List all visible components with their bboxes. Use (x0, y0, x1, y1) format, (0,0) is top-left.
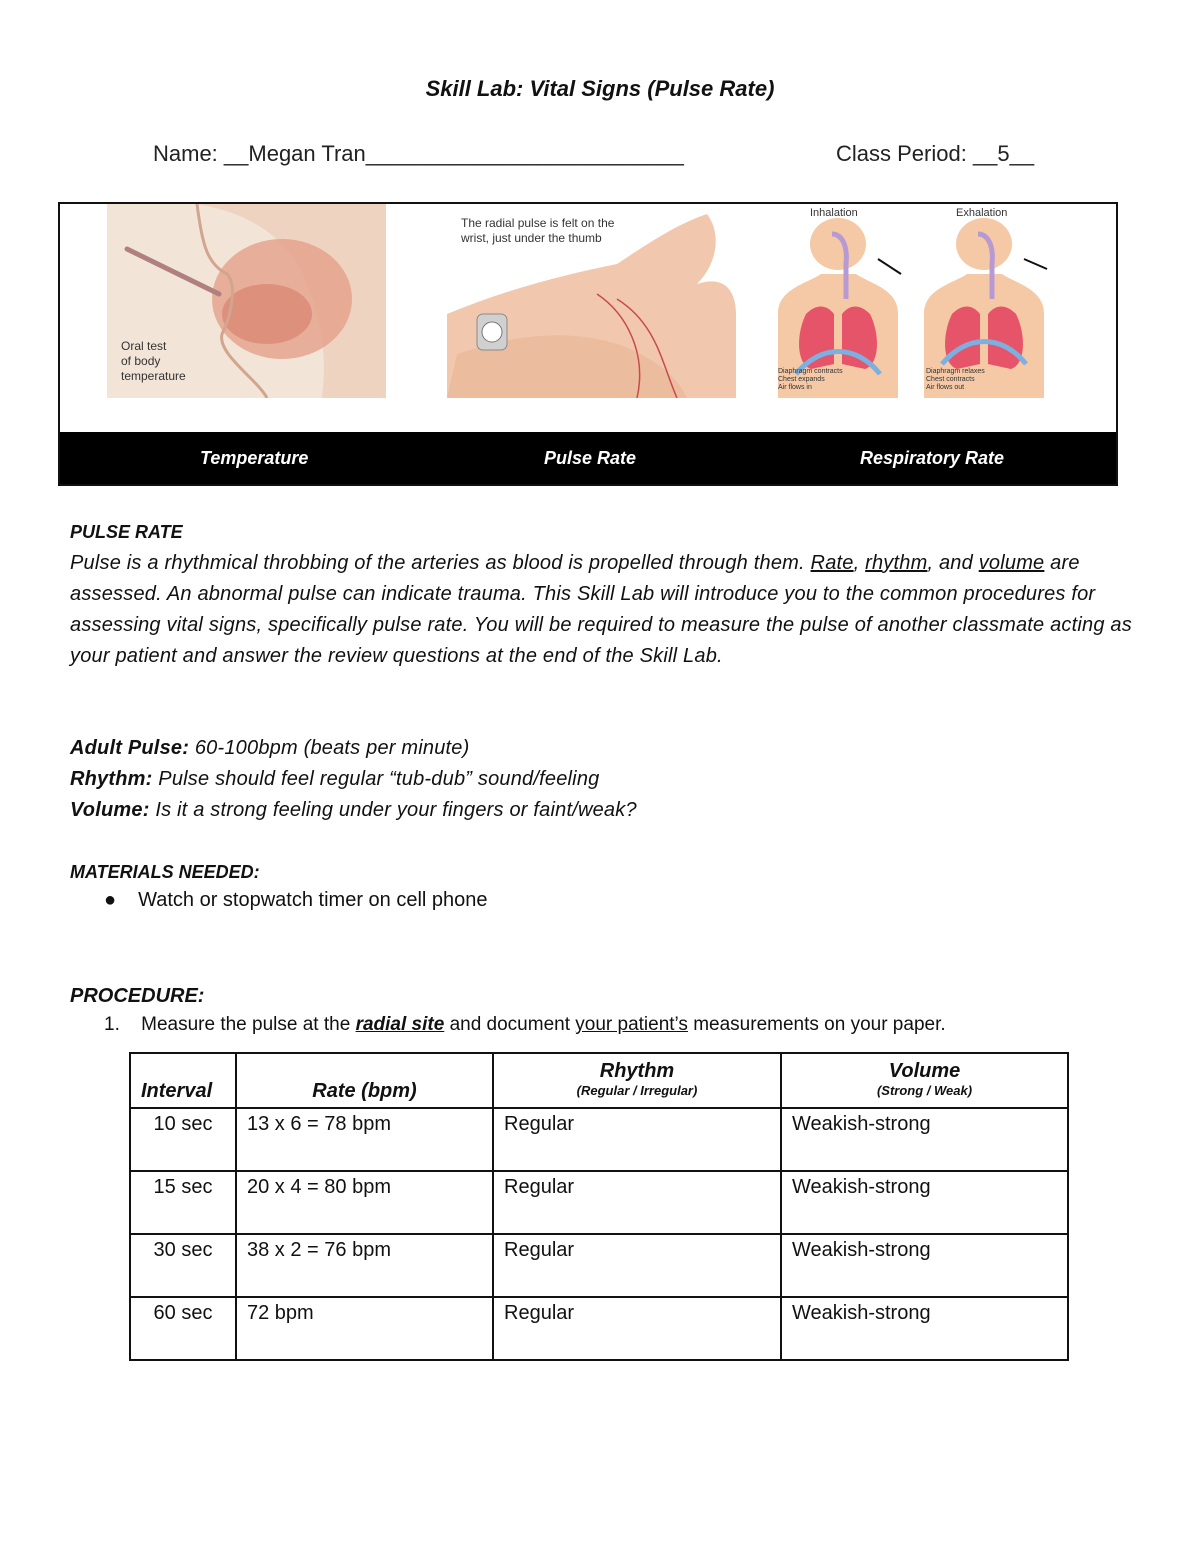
step-number: 1. (104, 1014, 120, 1035)
cell-interval: 60 sec (130, 1297, 236, 1360)
rhythm-value: Pulse should feel regular “tub-dub” sound/feeling (158, 768, 600, 790)
cell-rate: 38 x 2 = 76 bpm (236, 1234, 493, 1297)
oral-temperature-illustration (107, 204, 386, 398)
header-interval: Interval (130, 1053, 236, 1108)
procedure-heading: PROCEDURE: (70, 985, 205, 1007)
pulse-rate-heading: PULSE RATE (70, 522, 183, 542)
caption-bar (60, 432, 1116, 484)
adult-pulse-line (70, 733, 1132, 764)
header-volume-title: Volume (888, 1060, 961, 1082)
intro-text: Pulse is a rhythmical throbbing of the arteries as blood is propelled through them. (70, 552, 805, 574)
rate-term: Rate (810, 552, 854, 574)
exhalation-label: Exhalation (956, 207, 1008, 219)
cell-interval: 10 sec (130, 1108, 236, 1171)
cell-rhythm: Regular (493, 1297, 781, 1360)
materials-item-text: Watch or stopwatch timer on cell phone (138, 889, 488, 911)
vital-signs-banner (58, 202, 1118, 486)
patient-term: your patient’s (575, 1014, 688, 1035)
table-row (130, 1297, 1068, 1360)
caption-temperature: Temperature (200, 448, 309, 468)
materials-list-item (104, 889, 488, 912)
rhythm-term: rhythm (865, 552, 928, 574)
cell-rhythm: Regular (493, 1108, 781, 1171)
cell-rhythm: Regular (493, 1234, 781, 1297)
pulse-facts (70, 733, 1132, 826)
header-rhythm (493, 1053, 781, 1108)
radial-site-term: radial site (355, 1014, 445, 1035)
cell-volume: Weakish-strong (781, 1171, 1068, 1234)
cell-rate: 72 bpm (236, 1297, 493, 1360)
table-header-row (130, 1053, 1068, 1108)
header-rate: Rate (bpm) (236, 1053, 493, 1108)
table-row (130, 1171, 1068, 1234)
volume-value: Is it a strong feeling under your fingers or faint/weak? (155, 799, 637, 821)
step-text-a: Measure the pulse at the (141, 1014, 351, 1035)
cell-interval: 15 sec (130, 1171, 236, 1234)
caption-pulse-rate: Pulse Rate (544, 448, 637, 468)
volume-line (70, 795, 1132, 826)
header-rhythm-sub: (Regular / Irregular) (576, 1083, 698, 1098)
volume-label: Volume: (70, 799, 150, 821)
pulse-measurement-table (129, 1052, 1069, 1361)
oral-test-caption: Oral test of body temperature (121, 339, 186, 383)
cell-volume: Weakish-strong (781, 1108, 1068, 1171)
table-row (130, 1108, 1068, 1171)
cell-rhythm: Regular (493, 1171, 781, 1234)
adult-pulse-value: 60-100bpm (beats per minute) (194, 737, 470, 759)
document-title: Skill Lab: Vital Signs (Pulse Rate) (425, 76, 775, 101)
step-text-b: and document (449, 1014, 570, 1035)
cell-volume: Weakish-strong (781, 1234, 1068, 1297)
header-rhythm-title: Rhythm (599, 1060, 675, 1082)
step-text-c: measurements on your paper. (693, 1014, 946, 1035)
bullet-icon: ● (104, 889, 117, 911)
pulse-rate-paragraph (70, 548, 1132, 672)
student-name-line: Name: __Megan Tran__________________________ (153, 141, 684, 166)
inhalation-label: Inhalation (810, 207, 858, 219)
cell-rate: 13 x 6 = 78 bpm (236, 1108, 493, 1171)
cell-rate: 20 x 4 = 80 bpm (236, 1171, 493, 1234)
rhythm-line (70, 764, 1132, 795)
inhalation-note: Diaphragm contracts Chest expands Air flows in (778, 368, 843, 391)
header-volume-sub: (Strong / Weak) (876, 1083, 973, 1098)
volume-term: volume (978, 552, 1045, 574)
adult-pulse-label: Adult Pulse: (70, 737, 190, 759)
procedure-step-1 (104, 1014, 946, 1036)
and-text: , and (927, 552, 973, 574)
class-period-line: Class Period: __5__ (836, 141, 1035, 166)
radial-pulse-illustration (447, 204, 736, 398)
caption-respiratory-rate: Respiratory Rate (860, 448, 1005, 468)
rhythm-label: Rhythm: (70, 768, 153, 790)
radial-pulse-caption: The radial pulse is felt on the wrist, just under the thumb (461, 216, 615, 245)
materials-heading: MATERIALS NEEDED: (70, 862, 260, 882)
table-row (130, 1234, 1068, 1297)
exhalation-note: Diaphragm relaxes Chest contracts Air flows out (926, 368, 985, 391)
cell-interval: 30 sec (130, 1234, 236, 1297)
cell-volume: Weakish-strong (781, 1297, 1068, 1360)
comma-text: , (853, 552, 860, 574)
assessment-text: are assessed. An abnormal pulse can indicate trauma. This Skill Lab will introduce you to the common procedures for assessing vital signs, specifically pulse rate. You will be required to measure the pulse of another classmate acting as your patient and answer the review questions at the end of the Skill Lab. (70, 552, 1132, 667)
header-volume (781, 1053, 1068, 1108)
respiration-illustration (766, 204, 1052, 398)
